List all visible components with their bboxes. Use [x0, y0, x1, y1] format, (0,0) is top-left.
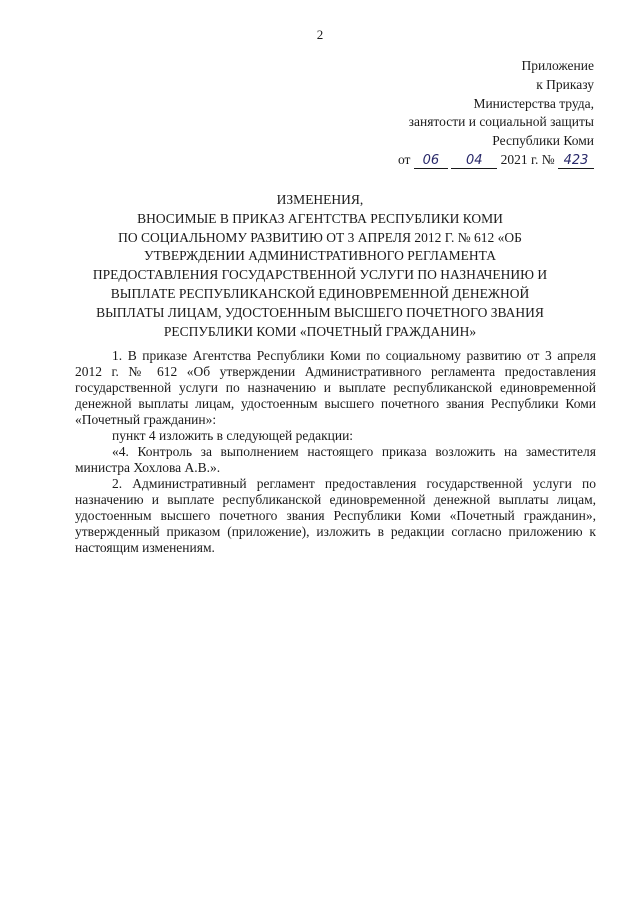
- date-year: 2021 г. №: [500, 151, 555, 167]
- paragraph: «4. Контроль за выполнением настоящего приказа возложить на заместителя министра Хохлова А.В.».: [75, 444, 596, 475]
- date-prefix: от: [397, 151, 411, 167]
- order-number: 423: [558, 153, 594, 169]
- document-title: [60, 191, 580, 341]
- page-number: 2: [316, 27, 324, 42]
- appendix-line: Республики Коми: [492, 133, 594, 149]
- date-day: 06: [414, 153, 448, 169]
- appendix-header: [398, 57, 594, 170]
- title-line: ПО СОЦИАЛЬНОМУ РАЗВИТИЮ ОТ 3 АПРЕЛЯ 2012 Г. № 612 «ОБ: [118, 229, 522, 245]
- paragraph: 1. В приказе Агентства Республики Коми по социальному развитию от 3 апреля 2012 г. № 612 «Об утверждении Административного регламента предоставления государственной услуги по назначению и выплате республиканской единовременной денежной выплаты лицам, удостоенным высшего почетного звания Республики Коми «Почетный гражданин»:: [75, 348, 596, 427]
- appendix-line: занятости и социальной защиты: [408, 114, 594, 130]
- order-date-line: [398, 151, 594, 170]
- appendix-line: Министерства труда,: [473, 95, 594, 111]
- title-line: ВНОСИМЫЕ В ПРИКАЗ АГЕНТСТВА РЕСПУБЛИКИ КОМИ: [137, 210, 503, 226]
- title-line: ВЫПЛАТЕ РЕСПУБЛИКАНСКОЙ ЕДИНОВРЕМЕННОЙ ДЕНЕЖНОЙ: [110, 285, 530, 301]
- title-line: ИЗМЕНЕНИЯ,: [276, 192, 364, 207]
- paragraph: пункт 4 изложить в следующей редакции:: [112, 428, 354, 443]
- paragraph: 2. Административный регламент предоставления государственной услуги по назначению и выплате республиканской единовременной денежной выплаты лицам, удостоенным высшего почетного звания Республики Коми «Почетный гражданин», утвержденный приказом (приложение), изложить в редакции согласно приложению к настоящим изменениям.: [75, 476, 596, 555]
- title-line: ПРЕДОСТАВЛЕНИЯ ГОСУДАРСТВЕННОЙ УСЛУГИ ПО НАЗНАЧЕНИЮ И: [92, 267, 548, 283]
- title-line: ВЫПЛАТЫ ЛИЦАМ, УДОСТОЕННЫМ ВЫСШЕГО ПОЧЕТНОГО ЗВАНИЯ: [96, 304, 544, 320]
- document-body: [75, 348, 596, 556]
- date-month: 04: [451, 153, 497, 169]
- title-line: РЕСПУБЛИКИ КОМИ «ПОЧЕТНЫЙ ГРАЖДАНИН»: [163, 323, 477, 339]
- appendix-line: к Приказу: [536, 76, 594, 92]
- title-line: УТВЕРЖДЕНИИ АДМИНИСТРАТИВНОГО РЕГЛАМЕНТА: [144, 248, 496, 264]
- appendix-line: Приложение: [521, 58, 594, 73]
